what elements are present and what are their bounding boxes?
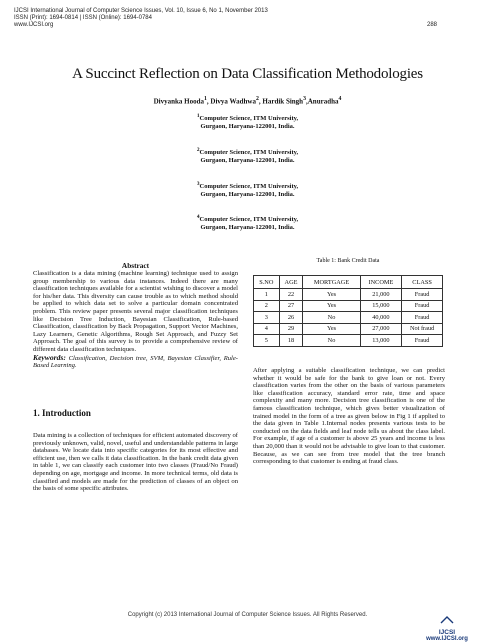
abstract-text: Classification is a data mining (machine learning) technique used to assign group membership to various data instances. Indeed there are many classification techniques available for a scientist wishing to discover a model for his/her data. This diversity can cause trouble as to which method should be applied to which data set to solve a particular domain concentrated problem. This review paper presents several major classification techniques like Decision Tree Induction, Bayesian Classification, Rule-based Classification, classification by Back Propagation, Support Vector Machines, Lazy Learners, Genetic Algorithms, Rough Set Approach, and Fuzzy Set Approach. The goal of this survey is to provide a comprehensive review of different data classification techniques. [33,270,238,353]
affiliation-line2: Gurgaon, Haryana-122001, India. [200,224,295,232]
bank-credit-table [253,275,443,347]
table-cell: 26 [279,312,303,324]
table-cell: 21,000 [360,289,402,301]
affiliation-line1: Computer Science, ITM University, [199,149,299,157]
section-text: Data mining is a collection of techniques for efficient automated discovery of previously unknown, valid, novel, useful and understandable patterns in large databases. We locate data into specific categories for its most effective and efficient use, then we calls it data classification. In the bank credit data given in table 1, we can classify each customer into two classes (Fraud/No Fraud) depending on age, mortgage and income. In more technical terms, old data is classified and models are made for the prediction of classes of an object on the basis of some specific attributes. [33,432,238,493]
logo-url: www.IJCSI.org [426,636,468,642]
table-cell: 18 [279,335,303,347]
logo-text: IJCSI [438,629,456,636]
author-sup: 2 [255,96,259,102]
author-name: Hardik Singh [262,97,304,106]
table-cell: 4 [254,323,280,335]
section-heading: 1. Introduction [33,408,91,418]
column-header: S.NO [254,276,280,289]
author-name: Divya Wadhwa [210,97,256,106]
table-cell: 2 [254,300,280,312]
table-cell: Not fraud [402,323,443,335]
affiliation-line1: Computer Science, ITM University, [199,115,299,123]
table-cell: 5 [254,335,280,347]
table-row [254,312,443,324]
table-caption: Table 1: Bank Credit Data [316,258,380,264]
table-cell: 27,000 [360,323,402,335]
affiliation-sup: 4 [196,214,200,220]
table-cell: 3 [254,312,280,324]
journal-header-line2: ISSN (Print): 1694-0814 | ISSN (Online): 1694-0784 [14,15,152,21]
keywords-label: Keywords: [33,352,66,362]
journal-logo [423,611,471,642]
affiliation [0,180,495,199]
table-cell: 29 [279,323,303,335]
author-sup: 3 [303,96,306,102]
table-cell: No [303,312,360,324]
table-cell: Fraud [402,312,443,324]
affiliation [0,146,495,165]
affiliation-line2: Gurgaon, Haryana-122001, India. [200,123,295,131]
author-name: Anuradha [307,97,339,106]
table-cell: Fraud [402,300,443,312]
affiliation-line2: Gurgaon, Haryana-122001, India. [200,157,295,165]
column-header: MORTGAGE [303,276,360,289]
author-name: Divyanka Hooda [153,97,204,106]
table-cell: No [303,335,360,347]
column-header: INCOME [360,276,402,289]
table-cell: Yes [303,323,360,335]
table-header-row [254,276,443,289]
table-row [254,300,443,312]
affiliation-sup: 1 [196,113,200,119]
table-cell: Yes [303,300,360,312]
table-cell: Yes [303,289,360,301]
affiliation [0,213,495,232]
table-cell: Fraud [402,289,443,301]
table-row [254,289,443,301]
table-row [254,323,443,335]
author-sup: 1 [203,96,207,102]
author-sup: 4 [338,96,342,102]
right-column-text: After applying a suitable classification technique, we can predict whether it would be safe for the bank to give loan or not. Every classification varies from the other on the basis of various parameters like classification accuracy, standard error rate, time and space complexity and many more. Decision tree classification is one of the famous classification technique, which gives better visualization of trained model in the form of a tree as given below in Fig 1 if applied to the data given in Table 1.Internal nodes presents various tests to be conducted on the data fields and leaf node tells us about the class label. For example, if age of a customer is above 25 years and income is less than 20,000 than it would not be advisable to give loan to that customer. Because, as we can see from tree model that the tree branch corresponding to that customer is ending at fraud class. [253,367,445,466]
affiliation-line2: Gurgaon, Haryana-122001, India. [200,191,295,199]
copyright-footer: Copyright (c) 2013 International Journal of Computer Science Issues. All Rights Reserved. [127,612,368,618]
keywords-text: Classification, Decision tree, SVM, Bayesian Classifier, Rule-Based Learning. [33,354,238,370]
column-header: AGE [279,276,303,289]
journal-header [14,8,268,29]
column-header: CLASS [402,276,443,289]
table-cell: 1 [254,289,280,301]
table-cell: 27 [279,300,303,312]
abstract-heading: Abstract [121,261,150,270]
affiliation-line1: Computer Science, ITM University, [199,183,299,191]
author-list: Divyanka Hooda$^1$, Divya Wadhwa$^2$, Hardik Singh$^3$,Anuradha$^4$ [153,96,342,106]
table-row [254,335,443,347]
keywords [33,354,238,370]
table-cell: 15,000 [360,300,402,312]
table-cell: 40,000 [360,312,402,324]
affiliation-sup: 2 [196,147,200,153]
table-cell: Fraud [402,335,443,347]
logo-mark-icon [440,616,454,624]
journal-header-line3: www.IJCSI.org [14,22,54,28]
abstract-body [33,270,238,370]
table-cell: 13,000 [360,335,402,347]
page-number: 288 [426,22,437,28]
table-cell: 22 [279,289,303,301]
journal-header-line1: IJCSI International Journal of Computer Science Issues, Vol. 10, Issue 6, No 1, November 2013 [14,8,268,14]
affiliation [0,112,495,131]
affiliation-line1: Computer Science, ITM University, [199,216,299,224]
affiliation-sup: 3 [196,181,200,187]
paper-title: A Succinct Reflection on Data Classification Methodologies [72,66,423,82]
